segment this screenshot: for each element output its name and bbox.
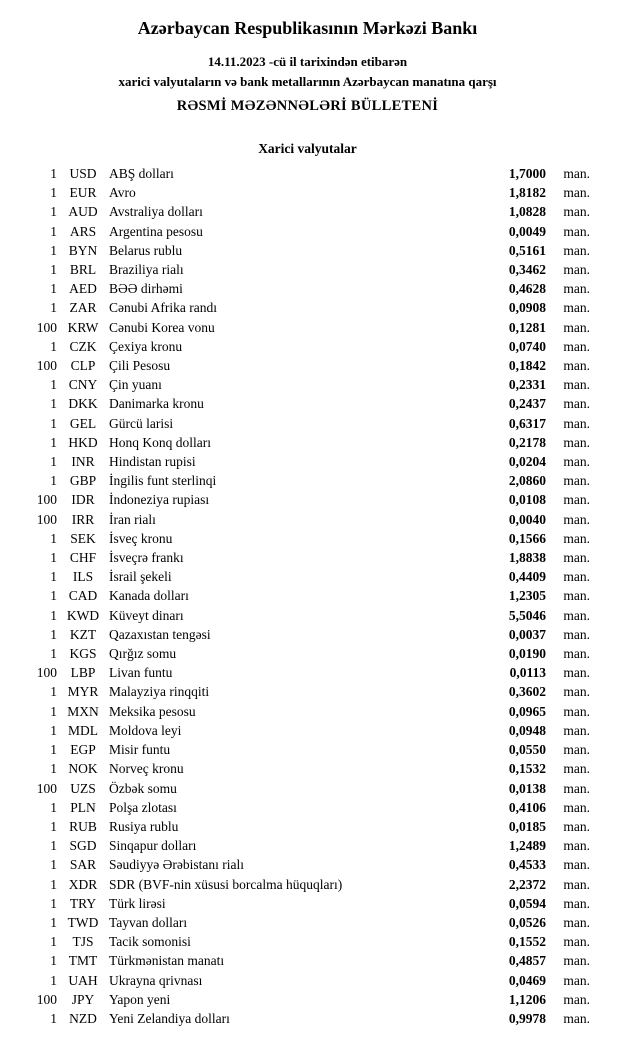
rate-value: 0,6317 (508, 415, 546, 431)
bank-title: Azərbaycan Respublikasının Mərkəzi Bankı (137, 18, 478, 38)
rate-value: 0,2437 (508, 396, 546, 412)
currency-code: KGS (69, 646, 97, 662)
rate-unit-label: man. (563, 607, 590, 623)
rate-row (25, 510, 590, 529)
rate-row (25, 625, 590, 644)
currency-code: ILS (72, 569, 94, 585)
currency-quantity: 1 (50, 953, 57, 969)
rate-row (25, 971, 590, 990)
rate-unit-label: man. (563, 780, 590, 796)
rate-row (25, 548, 590, 567)
rate-value: 0,5161 (508, 242, 546, 258)
rate-unit-label: man. (563, 415, 590, 431)
currency-code: HKD (68, 434, 98, 450)
currency-name: BƏƏ dirhəmi (109, 281, 183, 297)
rate-row (25, 586, 590, 605)
currency-name: Malayziya rinqqiti (109, 684, 210, 700)
rate-row (25, 990, 590, 1009)
currency-name: Cənubi Afrika randı (109, 300, 217, 316)
currency-code: NOK (68, 761, 98, 777)
currency-code: BRL (69, 262, 97, 278)
rate-row (25, 663, 590, 682)
currency-quantity: 100 (36, 492, 57, 508)
rate-row (25, 260, 590, 279)
rate-value: 0,1532 (508, 761, 546, 777)
currency-code: KZT (69, 626, 97, 642)
currency-code: MXN (67, 703, 99, 719)
rate-value: 0,0965 (508, 703, 546, 719)
rate-unit-label: man. (563, 338, 590, 354)
currency-quantity: 1 (50, 338, 57, 354)
currency-name: Yapon yeni (109, 991, 171, 1007)
rate-value: 2,2372 (508, 876, 546, 892)
currency-quantity: 1 (50, 761, 57, 777)
currency-name: Norveç kronu (109, 761, 184, 777)
rate-unit-label: man. (563, 434, 590, 450)
currency-code: EUR (69, 185, 97, 201)
rate-row (25, 414, 590, 433)
rate-row (25, 913, 590, 932)
currency-quantity: 100 (36, 511, 57, 527)
currency-code: CZK (69, 338, 97, 354)
currency-code: DKK (68, 396, 98, 412)
rate-unit-label: man. (563, 319, 590, 335)
rate-row (25, 318, 590, 337)
currency-name: Cənubi Korea vonu (109, 319, 215, 335)
rate-value: 1,2305 (508, 588, 546, 604)
currency-code: AED (69, 281, 97, 297)
rate-unit-label: man. (563, 876, 590, 892)
currency-quantity: 1 (50, 166, 57, 181)
currency-name: İsrail şekeli (109, 569, 172, 585)
currency-name: İran rialı (109, 511, 156, 527)
rate-unit-label: man. (563, 185, 590, 201)
rate-value: 0,2331 (508, 377, 546, 393)
currency-name: SDR (BVF-nin xüsusi borcalma hüquqları) (109, 876, 343, 892)
currency-quantity: 1 (50, 934, 57, 950)
rate-unit-label: man. (563, 953, 590, 969)
rate-row (25, 356, 590, 375)
currency-quantity: 1 (50, 626, 57, 642)
currency-code: CAD (68, 588, 98, 604)
currency-quantity: 1 (50, 530, 57, 546)
currency-quantity: 1 (50, 415, 57, 431)
currency-quantity: 100 (36, 780, 57, 796)
currency-code: UZS (70, 780, 96, 796)
currency-quantity: 100 (36, 991, 57, 1007)
rate-value: 2,0860 (508, 473, 546, 489)
rate-row (25, 779, 590, 798)
rate-row (25, 433, 590, 452)
currency-name: Danimarka kronu (109, 396, 204, 412)
rate-unit-label: man. (563, 473, 590, 489)
rate-row (25, 241, 590, 260)
currency-name: Ukrayna qrivnası (109, 972, 203, 988)
rate-value: 0,0526 (508, 914, 546, 930)
currency-name: Türk lirəsi (109, 895, 166, 911)
rate-unit-label: man. (563, 1010, 590, 1026)
rate-value: 0,1281 (508, 319, 546, 335)
rate-unit-label: man. (563, 895, 590, 911)
currency-quantity: 1 (50, 914, 57, 930)
currency-name: Braziliya rialı (109, 262, 184, 278)
rate-value: 0,0740 (508, 338, 546, 354)
currency-name: ABŞ dolları (109, 166, 174, 181)
rate-row (25, 298, 590, 317)
currency-name: Argentina pesosu (109, 223, 203, 239)
rate-value: 1,2489 (508, 838, 546, 854)
rate-row (25, 164, 590, 183)
currency-code: USD (69, 166, 97, 181)
rate-row (25, 202, 590, 221)
currency-quantity: 1 (50, 857, 57, 873)
currency-quantity: 1 (50, 262, 57, 278)
rate-unit-label: man. (563, 991, 590, 1007)
rate-unit-label: man. (563, 799, 590, 815)
rate-unit-label: man. (563, 665, 590, 681)
rate-value: 0,3602 (508, 684, 546, 700)
rate-value: 0,0550 (508, 742, 546, 758)
rate-row (25, 452, 590, 471)
rate-value: 0,4409 (508, 569, 546, 585)
rate-row (25, 644, 590, 663)
rate-unit-label: man. (563, 761, 590, 777)
currency-code: RUB (69, 818, 97, 834)
currency-code: IRR (71, 511, 95, 527)
currency-code: CHF (69, 550, 97, 566)
rate-value: 0,0948 (508, 722, 546, 738)
currency-code: GEL (69, 415, 97, 431)
currency-quantity: 1 (50, 722, 57, 738)
rate-value: 0,4533 (508, 857, 546, 873)
rate-value: 1,8182 (508, 185, 546, 201)
rate-row (25, 567, 590, 586)
currency-code: PLN (70, 799, 96, 815)
currency-code: EGP (70, 742, 96, 758)
currency-quantity: 1 (50, 838, 57, 854)
rate-unit-label: man. (563, 204, 590, 220)
rate-value: 0,0049 (508, 223, 546, 239)
rate-value: 0,3462 (508, 262, 546, 278)
rate-value: 0,0138 (508, 780, 546, 796)
currency-name: İndoneziya rupiası (109, 492, 210, 508)
rate-unit-label: man. (563, 358, 590, 374)
currency-code: CLP (70, 358, 96, 374)
rate-value: 1,7000 (508, 166, 546, 181)
currency-code: GBP (69, 473, 97, 489)
currency-quantity: 1 (50, 242, 57, 258)
rate-unit-label: man. (563, 300, 590, 316)
subject-line: xarici valyutaların və bank metallarının Azərbaycan manatına qarşı (118, 74, 497, 89)
currency-quantity: 1 (50, 396, 57, 412)
rate-unit-label: man. (563, 511, 590, 527)
currency-quantity: 1 (50, 185, 57, 201)
currency-code: TJS (72, 934, 94, 950)
rate-value: 0,0113 (509, 665, 546, 681)
currency-name: Polşa zlotası (109, 799, 177, 815)
currency-name: Çexiya kronu (109, 338, 183, 354)
currency-name: Honq Konq dolları (109, 434, 211, 450)
rate-unit-label: man. (563, 550, 590, 566)
currency-quantity: 1 (50, 818, 57, 834)
currency-code: INR (71, 454, 95, 470)
rate-row (25, 394, 590, 413)
rate-unit-label: man. (563, 262, 590, 278)
currency-quantity: 1 (50, 1010, 57, 1026)
rate-unit-label: man. (563, 838, 590, 854)
currency-name: Türkmənistan manatı (109, 953, 225, 969)
rate-unit-label: man. (563, 914, 590, 930)
currency-code: IDR (71, 492, 95, 508)
currency-code: TWD (67, 914, 99, 930)
rate-row (25, 183, 590, 202)
rate-row (25, 932, 590, 951)
currency-quantity: 1 (50, 223, 57, 239)
currency-name: Misir funtu (109, 742, 171, 758)
rate-unit-label: man. (563, 857, 590, 873)
currency-quantity: 1 (50, 569, 57, 585)
currency-code: SEK (70, 530, 96, 546)
currency-code: KWD (66, 607, 100, 623)
rate-unit-label: man. (563, 588, 590, 604)
rate-value: 1,1206 (508, 991, 546, 1007)
currency-name: Səudiyyə Ərəbistanı rialı (109, 857, 244, 873)
currency-quantity: 100 (36, 665, 57, 681)
rate-row (25, 1009, 590, 1028)
rate-row (25, 529, 590, 548)
currency-name: Çili Pesosu (109, 358, 171, 374)
rate-row (25, 836, 590, 855)
currency-name: İsveçrə frankı (109, 550, 184, 566)
currency-quantity: 1 (50, 434, 57, 450)
currency-code: ZAR (69, 300, 97, 316)
rate-value: 1,0828 (508, 204, 546, 220)
rates-table (25, 164, 590, 1028)
currency-code: CNY (68, 377, 98, 393)
rate-row (25, 894, 590, 913)
rate-unit-label: man. (563, 530, 590, 546)
currency-code: TRY (69, 895, 97, 911)
currency-quantity: 1 (50, 300, 57, 316)
currency-name: Rusiya rublu (109, 818, 179, 834)
currency-quantity: 1 (50, 742, 57, 758)
currency-name: Sinqapur dolları (109, 838, 197, 854)
rate-row (25, 222, 590, 241)
rate-value: 0,4628 (508, 281, 546, 297)
rate-value: 0,2178 (508, 434, 546, 450)
rate-row (25, 375, 590, 394)
currency-quantity: 1 (50, 799, 57, 815)
rate-row (25, 740, 590, 759)
rates-table-body (25, 164, 590, 1028)
currency-quantity: 1 (50, 473, 57, 489)
currency-name: Tacik somonisi (109, 934, 191, 950)
rate-value: 0,0040 (508, 511, 546, 527)
currency-code: KRW (67, 319, 99, 335)
currency-quantity: 100 (36, 319, 57, 335)
currency-code: SAR (69, 857, 97, 873)
rate-value: 0,0594 (508, 895, 546, 911)
rate-row (25, 817, 590, 836)
currency-quantity: 1 (50, 454, 57, 470)
currency-code: MDL (68, 722, 98, 738)
currency-code: NZD (69, 1010, 97, 1026)
rate-unit-label: man. (563, 223, 590, 239)
rate-unit-label: man. (563, 703, 590, 719)
currency-name: Tayvan dolları (109, 914, 188, 930)
rate-row (25, 951, 590, 970)
rate-row (25, 759, 590, 778)
currency-code: ARS (69, 223, 97, 239)
rate-unit-label: man. (563, 492, 590, 508)
rate-value: 0,4106 (508, 799, 546, 815)
rate-value: 0,0185 (508, 818, 546, 834)
rate-unit-label: man. (563, 646, 590, 662)
rate-value: 0,1552 (508, 934, 546, 950)
currency-quantity: 100 (36, 358, 57, 374)
rate-row (25, 798, 590, 817)
currency-name: Kanada dolları (109, 588, 189, 604)
rate-value: 0,9978 (508, 1010, 546, 1026)
currency-name: Belarus rublu (109, 242, 183, 258)
rate-unit-label: man. (563, 934, 590, 950)
rate-row (25, 721, 590, 740)
currency-quantity: 1 (50, 588, 57, 604)
currency-quantity: 1 (50, 281, 57, 297)
currency-name: Özbək somu (109, 780, 177, 796)
rate-value: 0,0108 (508, 492, 546, 508)
currency-name: Hindistan rupisi (109, 454, 196, 470)
rate-row (25, 855, 590, 874)
rate-unit-label: man. (563, 722, 590, 738)
rate-unit-label: man. (563, 818, 590, 834)
currency-code: JPY (71, 991, 95, 1007)
rate-value: 1,8838 (508, 550, 546, 566)
currency-quantity: 1 (50, 607, 57, 623)
currency-code: LBP (70, 665, 96, 681)
bulletin-title: RƏSMİ MƏZƏNNƏLƏRİ BÜLLETENİ (176, 98, 439, 114)
effective-date-line: 14.11.2023 -cü il tarixindən etibarən (207, 54, 408, 69)
currency-name: Qırğız somu (109, 646, 177, 662)
rate-unit-label: man. (563, 281, 590, 297)
rate-row (25, 702, 590, 721)
currency-code: TMT (68, 953, 98, 969)
currency-name: Livan funtu (109, 665, 173, 681)
rate-row (25, 337, 590, 356)
currency-quantity: 1 (50, 703, 57, 719)
currency-name: Küveyt dinarı (109, 607, 184, 623)
currency-name: Yeni Zelandiya dolları (109, 1010, 230, 1026)
rate-row (25, 490, 590, 509)
currency-name: İsveç kronu (109, 530, 173, 546)
currency-code: AUD (68, 204, 98, 220)
rate-unit-label: man. (563, 626, 590, 642)
currency-name: Avro (109, 185, 136, 201)
rate-value: 0,1566 (508, 530, 546, 546)
currency-quantity: 1 (50, 684, 57, 700)
currency-code: MYR (67, 684, 99, 700)
rate-row (25, 279, 590, 298)
currency-code: XDR (68, 876, 98, 892)
rate-row (25, 606, 590, 625)
currency-quantity: 1 (50, 550, 57, 566)
rate-value: 0,1842 (508, 358, 546, 374)
rate-unit-label: man. (563, 242, 590, 258)
rate-unit-label: man. (563, 684, 590, 700)
currency-quantity: 1 (50, 377, 57, 393)
currency-quantity: 1 (50, 972, 57, 988)
currency-code: UAH (68, 972, 98, 988)
section-title-foreign-currencies: Xarici valyutalar (258, 141, 357, 156)
rate-value: 5,5046 (508, 607, 546, 623)
currency-name: İngilis funt sterlinqi (109, 473, 217, 489)
currency-quantity: 1 (50, 895, 57, 911)
rate-value: 0,0190 (508, 646, 546, 662)
currency-name: Avstraliya dolları (109, 204, 203, 220)
rate-unit-label: man. (563, 396, 590, 412)
rate-unit-label: man. (563, 972, 590, 988)
rate-value: 0,0469 (508, 972, 546, 988)
currency-quantity: 1 (50, 646, 57, 662)
rate-unit-label: man. (563, 742, 590, 758)
rate-value: 0,0204 (508, 454, 546, 470)
rate-unit-label: man. (563, 166, 590, 181)
currency-code: SGD (69, 838, 97, 854)
rate-unit-label: man. (563, 377, 590, 393)
currency-name: Gürcü larisi (109, 415, 174, 431)
rate-value: 0,0037 (508, 626, 546, 642)
rate-row (25, 682, 590, 701)
currency-name: Qazaxıstan tengəsi (109, 626, 211, 642)
currency-name: Meksika pesosu (109, 703, 196, 719)
rate-row (25, 875, 590, 894)
currency-name: Çin yuanı (109, 377, 162, 393)
currency-code: BYN (68, 242, 98, 258)
rate-unit-label: man. (563, 569, 590, 585)
rate-row (25, 471, 590, 490)
currency-name: Moldova leyi (109, 722, 182, 738)
currency-quantity: 1 (50, 876, 57, 892)
rate-unit-label: man. (563, 454, 590, 470)
rate-value: 0,0908 (508, 300, 546, 316)
rate-value: 0,4857 (508, 953, 546, 969)
currency-quantity: 1 (50, 204, 57, 220)
